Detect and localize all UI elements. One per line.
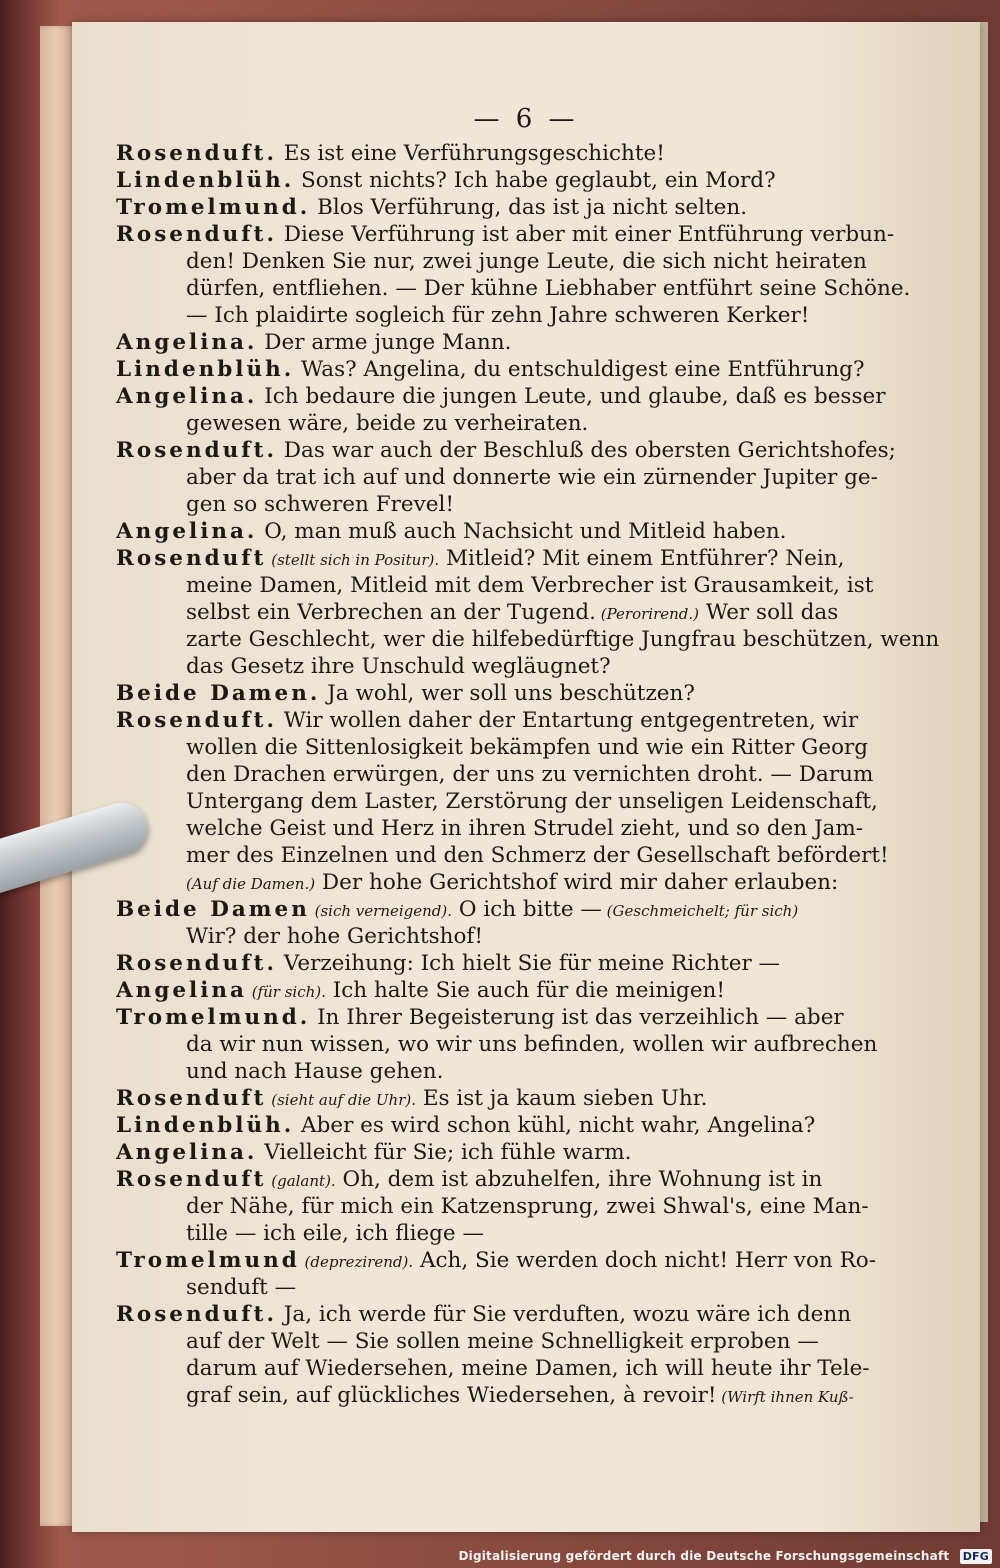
speaker-name: Tromelmund	[116, 1248, 300, 1273]
line-text: senduft —	[186, 1275, 297, 1300]
text-line	[116, 545, 948, 572]
line-text: Das war auch der Beschluß des obersten Gerichtshofes;	[276, 438, 896, 463]
line-text: Der hohe Gerichtshof wird mir daher erlauben:	[315, 870, 839, 895]
speaker-name: Angelina.	[116, 1140, 258, 1165]
line-text: — Ich plaidirte sogleich für zehn Jahre schweren Kerker!	[186, 303, 810, 328]
speaker-name: Rosenduft	[116, 546, 267, 571]
text-line	[116, 302, 948, 329]
line-text: Ich bedaure die jungen Leute, und glaube, daß es besser	[257, 384, 886, 409]
stage-direction: (sieht auf die Uhr).	[266, 1091, 416, 1109]
text-line	[116, 734, 948, 761]
text-line	[116, 869, 948, 896]
text-line	[116, 1031, 948, 1058]
stage-direction: (sich verneigend).	[309, 902, 453, 920]
line-text: wollen die Sittenlosigkeit bekämpfen und wie ein Ritter Georg	[186, 735, 869, 760]
speaker-name: Rosenduft.	[116, 141, 277, 166]
line-text: O ich bitte —	[452, 897, 602, 922]
text-line	[116, 221, 948, 248]
line-text: Wir wollen daher der Entartung entgegentreten, wir	[276, 708, 859, 733]
text-line	[116, 599, 948, 626]
speaker-name: Lindenblüh.	[116, 168, 295, 193]
line-text: Verzeihung: Ich hielt Sie für meine Richter —	[276, 951, 781, 976]
text-line	[116, 437, 948, 464]
text-line	[116, 950, 948, 977]
line-text: zarte Geschlecht, wer die hilfebedürftige Jungfrau beschützen, wenn	[186, 627, 940, 652]
text-line	[116, 680, 948, 707]
stage-direction: (Wirft ihnen Kuß-	[716, 1388, 854, 1406]
stage-direction: (galant).	[266, 1172, 336, 1190]
line-text: Was? Angelina, du entschuldigest eine Entführung?	[294, 357, 865, 382]
text-line	[116, 1058, 948, 1085]
page-number: — 6 —	[473, 104, 579, 134]
speaker-name: Rosenduft	[116, 1167, 267, 1192]
speaker-name: Angelina	[116, 978, 247, 1003]
text-line	[116, 329, 948, 356]
line-text: und nach Hause gehen.	[186, 1059, 444, 1084]
speaker-name: Rosenduft.	[116, 438, 277, 463]
line-text: Ach, Sie werden doch nicht! Herr von Ro-	[413, 1248, 876, 1273]
line-text: O, man muß auch Nachsicht und Mitleid haben.	[257, 519, 787, 544]
stage-direction: (Geschmeichelt; für sich)	[601, 902, 799, 920]
speaker-name: Beide Damen	[116, 897, 310, 922]
text-line	[116, 788, 948, 815]
speaker-name: Lindenblüh.	[116, 357, 295, 382]
speaker-name: Rosenduft	[116, 1086, 267, 1111]
line-text: In Ihrer Begeisterung ist das verzeihlich — aber	[310, 1005, 844, 1030]
line-text: darum auf Wiedersehen, meine Damen, ich will heute ihr Tele-	[186, 1356, 870, 1381]
text-line	[116, 1004, 948, 1031]
line-text: Vielleicht für Sie; ich fühle warm.	[257, 1140, 632, 1165]
line-text: auf der Welt — Sie sollen meine Schnelligkeit erproben —	[186, 1329, 819, 1354]
line-text: Untergang dem Laster, Zerstörung der unseligen Leidenschaft,	[186, 789, 878, 814]
stage-direction: (Auf die Damen.)	[186, 875, 316, 893]
line-text: gewesen wäre, beide zu verheiraten.	[186, 411, 589, 436]
line-text: Mitleid? Mit einem Entführer? Nein,	[439, 546, 845, 571]
text-line	[116, 653, 948, 680]
text-line	[116, 761, 948, 788]
text-line	[116, 572, 948, 599]
line-text: Diese Verführung ist aber mit einer Entführung verbun-	[276, 222, 895, 247]
line-text: der Nähe, für mich ein Katzensprung, zwei Shwal's, eine Man-	[186, 1194, 869, 1219]
text-line	[116, 896, 948, 923]
line-text: Ich halte Sie auch für die meinigen!	[325, 978, 726, 1003]
stage-direction: (stellt sich in Positur).	[266, 551, 440, 569]
text-line	[116, 464, 948, 491]
text-line	[116, 1139, 948, 1166]
line-text: den Drachen erwürgen, der uns zu vernichten droht. — Darum	[186, 762, 874, 787]
text-line	[116, 923, 948, 950]
line-text: Es ist ja kaum sieben Uhr.	[415, 1086, 708, 1111]
speaker-name: Rosenduft.	[116, 1302, 277, 1327]
text-line	[116, 1328, 948, 1355]
speaker-name: Tromelmund.	[116, 195, 311, 220]
text-line	[116, 707, 948, 734]
line-text: Oh, dem ist abzuhelfen, ihre Wohnung ist in	[335, 1167, 823, 1192]
dfg-logo: DFG	[960, 1549, 992, 1564]
speaker-name: Tromelmund.	[116, 1005, 311, 1030]
text-line	[116, 1193, 948, 1220]
line-text: mer des Einzelnen und den Schmerz der Gesellschaft befördert!	[186, 843, 889, 868]
text-line	[116, 194, 948, 221]
text-line	[116, 518, 948, 545]
stage-direction: (Perorirend.)	[596, 605, 700, 623]
text-line	[116, 1085, 948, 1112]
text-line	[116, 1355, 948, 1382]
text-line	[116, 248, 948, 275]
text-line	[116, 1220, 948, 1247]
text-line	[116, 977, 948, 1004]
text-line	[116, 1274, 948, 1301]
text-line	[116, 356, 948, 383]
line-text: Ja wohl, wer soll uns beschützen?	[320, 681, 695, 706]
speaker-name: Beide Damen.	[116, 681, 321, 706]
line-text: Sonst nichts? Ich habe geglaubt, ein Mord?	[294, 168, 776, 193]
text-line	[116, 1301, 948, 1328]
text-line	[116, 167, 948, 194]
line-text: selbst ein Verbrechen an der Tugend.	[186, 600, 597, 625]
speaker-name: Rosenduft.	[116, 951, 277, 976]
line-text: graf sein, auf glückliches Wiedersehen, à revoir!	[186, 1383, 717, 1408]
speaker-name: Rosenduft.	[116, 708, 277, 733]
line-text: Ja, ich werde für Sie verduften, wozu wäre ich denn	[276, 1302, 852, 1327]
line-text: Blos Verführung, das ist ja nicht selten.	[310, 195, 748, 220]
digitization-footer	[458, 1549, 992, 1564]
line-text: gen so schweren Frevel!	[186, 492, 455, 517]
text-line	[116, 1382, 948, 1409]
line-text: meine Damen, Mitleid mit dem Verbrecher ist Grausamkeit, ist	[186, 573, 874, 598]
text-line	[116, 383, 948, 410]
line-text: das Gesetz ihre Unschuld wegläugnet?	[186, 654, 611, 679]
line-text: Wir? der hohe Gerichtshof!	[186, 924, 484, 949]
speaker-name: Rosenduft.	[116, 222, 277, 247]
line-text: da wir nun wissen, wo wir uns befinden, wollen wir aufbrechen	[186, 1032, 878, 1057]
line-text: aber da trat ich auf und donnerte wie ein zürnender Jupiter ge-	[186, 465, 878, 490]
speaker-name: Angelina.	[116, 330, 258, 355]
text-line	[116, 410, 948, 437]
line-text: dürfen, entfliehen. — Der kühne Liebhaber entführt seine Schöne.	[186, 276, 911, 301]
text-line	[116, 1112, 948, 1139]
speaker-name: Angelina.	[116, 519, 258, 544]
footer-text: Digitalisierung gefördert durch die Deutsche Forschungsgemeinschaft	[458, 1549, 950, 1563]
line-text: Aber es wird schon kühl, nicht wahr, Angelina?	[294, 1113, 816, 1138]
line-text: Es ist eine Verführungsgeschichte!	[276, 141, 665, 166]
text-line	[116, 491, 948, 518]
speaker-name: Angelina.	[116, 384, 258, 409]
speaker-name: Lindenblüh.	[116, 1113, 295, 1138]
stage-direction: (deprezirend).	[299, 1253, 414, 1271]
stage-direction: (für sich).	[246, 983, 326, 1001]
text-line	[116, 842, 948, 869]
text-line	[116, 626, 948, 653]
line-text: Wer soll das	[699, 600, 839, 625]
text-line	[116, 1247, 948, 1274]
line-text: Der arme junge Mann.	[257, 330, 512, 355]
text-line	[116, 1166, 948, 1193]
text-line	[116, 275, 948, 302]
text-line	[116, 140, 948, 167]
text-line	[116, 815, 948, 842]
line-text: tille — ich eile, ich fliege —	[186, 1221, 484, 1246]
line-text: den! Denken Sie nur, zwei junge Leute, die sich nicht heiraten	[186, 249, 867, 274]
line-text: welche Geist und Herz in ihren Strudel zieht, und so den Jam-	[186, 816, 864, 841]
page-text	[116, 140, 948, 1409]
